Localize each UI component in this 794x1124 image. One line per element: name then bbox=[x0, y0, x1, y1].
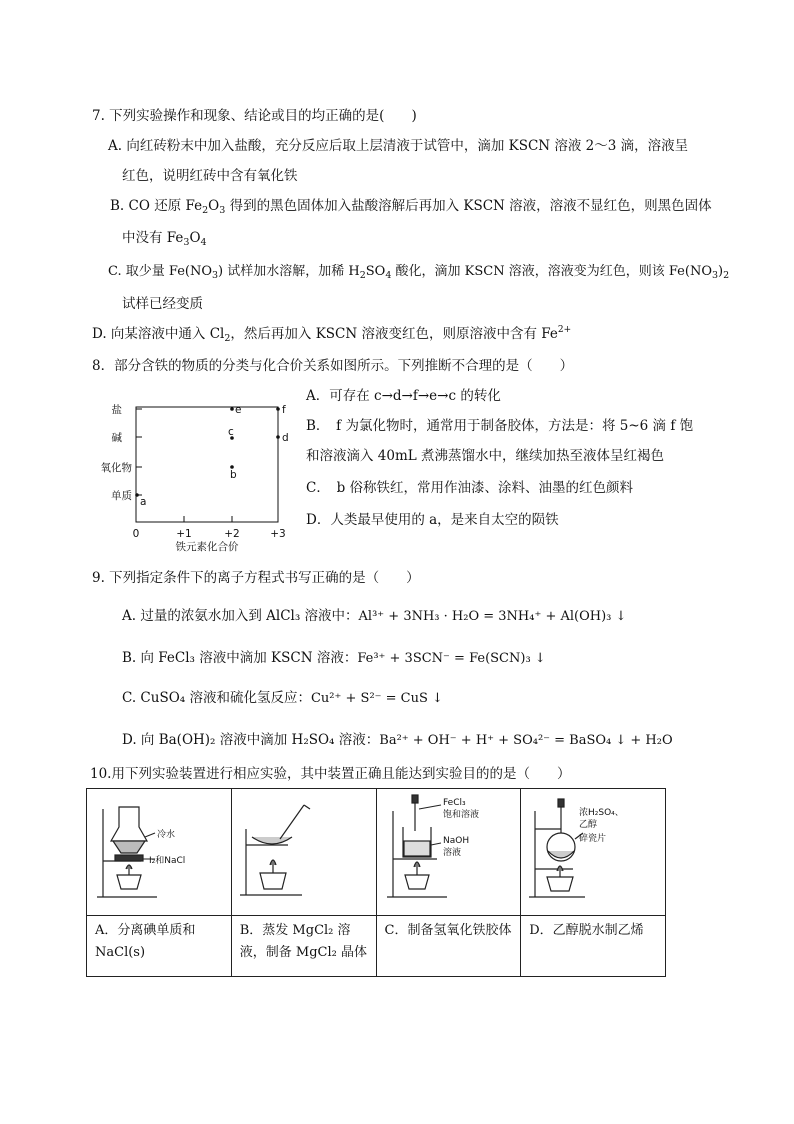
graph-frame bbox=[136, 407, 278, 522]
y-label-element: 单质 bbox=[111, 490, 132, 502]
q8-option-b-line2: 和溶液滴入 40mL 煮沸蒸馏水中，继续加热至液体呈红褐色 bbox=[306, 448, 665, 464]
point-a bbox=[135, 493, 139, 497]
colloid-apparatus-icon bbox=[377, 789, 517, 915]
label-b: b bbox=[230, 469, 237, 481]
label-conc-h2so4: 浓H₂SO₄、 bbox=[579, 808, 625, 818]
q9-option-b: B. 向 FeCl₃ 溶液中滴加 KSCN 溶液：Fe³⁺ + 3SCN⁻ = Fe(SCN)₃ ↓ bbox=[122, 650, 546, 666]
x-tick-1: +1 bbox=[176, 528, 192, 540]
caption-a: A．分离碘单质和 NaCl(s) bbox=[87, 916, 232, 977]
q7-stem: 7. 下列实验操作和现象、结论或目的均正确的是( ) bbox=[92, 108, 417, 124]
q7-option-a-line2: 红色，说明红砖中含有氧化铁 bbox=[122, 168, 298, 184]
q7-option-d: D. 向某溶液中通入 $Cl_2$，然后再加入 KSCN 溶液变红色，则原溶液中含有 $Fe^{2+}$ bbox=[92, 325, 572, 344]
q7-option-a-line1: A. 向红砖粉末中加入盐酸，充分反应后取上层清液于试管中，滴加 KSCN 溶液 2～3 滴，溶液呈 bbox=[108, 138, 689, 154]
x-axis-label: 铁元素化合价 bbox=[175, 541, 239, 553]
label-f: f bbox=[282, 404, 286, 416]
label-solution: 溶液 bbox=[442, 848, 461, 858]
x-tick-3: +3 bbox=[270, 528, 286, 540]
q9-c-equation: Cu²⁺ + S²⁻ = CuS ↓ bbox=[310, 691, 443, 706]
caption-c: C．制备氢氧化铁胶体 bbox=[376, 916, 521, 977]
q8-option-d: D．人类最早使用的 a，是来自太空的陨铁 bbox=[306, 512, 559, 528]
caption-d: D．乙醇脱水制乙烯 bbox=[521, 916, 666, 977]
q9-option-c: C. CuSO₄ 溶液和硫化氢反应：Cu²⁺ + S²⁻ = CuS ↓ bbox=[122, 690, 443, 706]
q9-b-equation: Fe³⁺ + 3SCN⁻ = Fe(SCN)₃ ↓ bbox=[357, 651, 546, 666]
y-label-oxide: 氧化物 bbox=[100, 462, 132, 474]
x-tick-0: 0 bbox=[132, 528, 140, 540]
q7-option-c-line2: 试样已经变质 bbox=[122, 296, 203, 312]
sublimation-apparatus-icon bbox=[87, 789, 227, 915]
ethylene-apparatus-icon bbox=[521, 789, 647, 915]
q9-a-equation: Al³⁺ + 3NH₃ · H₂O = 3NH₄⁺ + Al(OH)₃ ↓ bbox=[358, 609, 627, 624]
q9-option-d: D. 向 Ba(OH)₂ 溶液中滴加 H₂SO₄ 溶液：Ba²⁺ + OH⁻ + H⁺ + SO₄²⁻ = BaSO₄ ↓ + H₂O bbox=[122, 732, 673, 748]
apparatus-d bbox=[521, 789, 666, 916]
q8-option-c: C． b 俗称铁红，常用作油漆、涂料、油墨的红色颜料 bbox=[306, 480, 634, 496]
q8-option-a: A．可存在 c→d→f→e→c 的转化 bbox=[306, 388, 501, 404]
y-label-salt: 盐 bbox=[111, 404, 122, 416]
q7-option-b-line1: B. CO 还原 $Fe_2O_3$ 得到的黑色固体加入盐酸溶解后再加入 KSCN 溶液，溶液不显红色，则黑色固体 bbox=[110, 198, 712, 216]
label-cold-water: 冷水 bbox=[157, 830, 176, 840]
label-saturated-solution: 饱和溶液 bbox=[442, 810, 479, 820]
iron-valence-classification-graph bbox=[80, 394, 300, 554]
q9-d-equation: Ba²⁺ + OH⁻ + H⁺ + SO₄²⁻ = BaSO₄ ↓ + H₂O bbox=[379, 733, 673, 748]
label-d: d bbox=[282, 432, 289, 444]
q10-stem: 10.用下列实验装置进行相应实验，其中装置正确且能达到实验目的的是（ ） bbox=[90, 766, 571, 782]
q9-stem: 9. 下列指定条件下的离子方程式书写正确的是（ ） bbox=[92, 570, 420, 586]
label-fecl3: FeCl₃ bbox=[442, 798, 466, 808]
apparatus-table bbox=[86, 788, 666, 977]
apparatus-a bbox=[87, 789, 232, 916]
x-tick-2: +2 bbox=[224, 528, 240, 540]
label-porcelain-chips: 碎瓷片 bbox=[579, 834, 607, 844]
label-ethanol: 乙醇 bbox=[579, 820, 598, 830]
q8-option-b-line1: B． f 为氯化物时，通常用于制备胶体，方法是：将 5~6 滴 f 饱 bbox=[306, 418, 694, 434]
point-d bbox=[276, 435, 280, 439]
q7-option-c-line1: C. 取少量 $Fe(NO_3)$ 试样加水溶解，加稀 $H_2SO_4$ 酸化，滴加 KSCN 溶液，溶液变为红色，则该 $Fe(NO_3)_2$ bbox=[108, 264, 730, 281]
caption-b: B．蒸发 MgCl₂ 溶液，制备 MgCl₂ 晶体 bbox=[231, 916, 376, 977]
q8-stem: 8．部分含铁的物质的分类与化合价关系如图所示。下列推断不合理的是（ ） bbox=[92, 358, 574, 374]
point-e bbox=[230, 407, 234, 411]
apparatus-c bbox=[376, 789, 521, 916]
q7-option-b-line2: 中没有 $Fe_3O_4$ bbox=[122, 230, 207, 248]
label-e: e bbox=[235, 404, 242, 416]
y-label-base: 碱 bbox=[111, 432, 122, 444]
apparatus-b bbox=[231, 789, 376, 916]
q9-option-a: A. 过量的浓氨水加入到 AlCl₃ 溶液中：Al³⁺ + 3NH₃ · H₂O = 3NH₄⁺ + Al(OH)₃ ↓ bbox=[122, 608, 627, 624]
label-a: a bbox=[140, 496, 147, 508]
label-iodine-nacl: I₂和NaCl bbox=[149, 856, 186, 866]
label-naoh: NaOH bbox=[442, 836, 469, 846]
point-f bbox=[276, 407, 280, 411]
label-c: c bbox=[228, 426, 234, 438]
